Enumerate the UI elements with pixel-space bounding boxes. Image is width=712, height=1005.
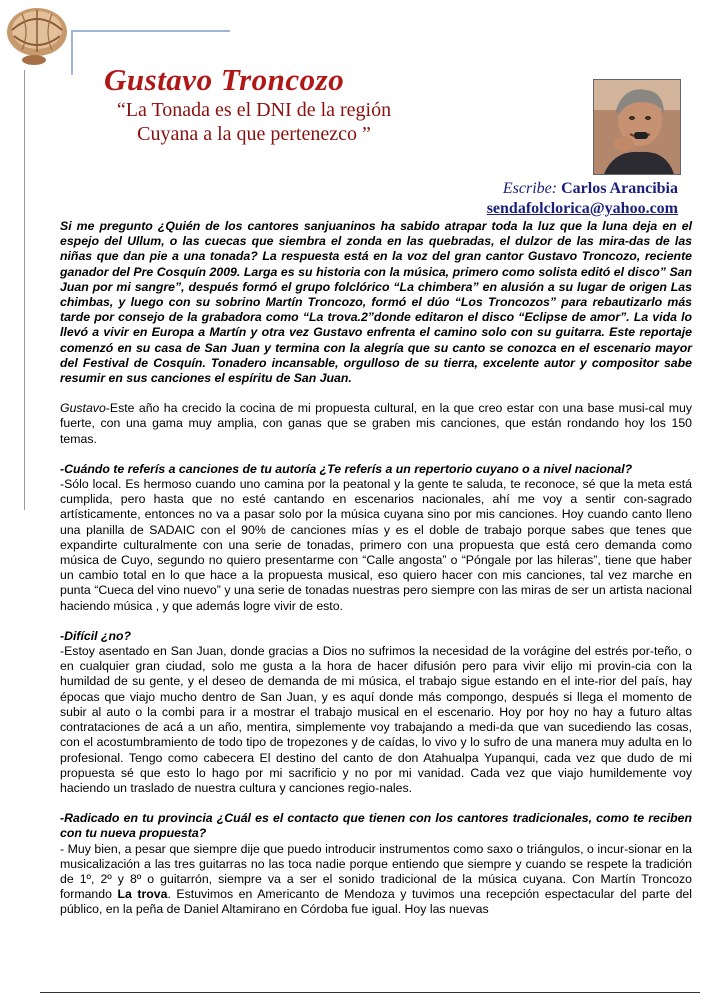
byline-label: Escribe:	[502, 180, 558, 197]
question-3: -Radicado en tu provincia ¿Cuál es el contacto que tienen con los cantores tradicionales, como te reciben con tu nueva propuesta?	[60, 811, 692, 841]
speaker-name: Gustavo	[60, 401, 106, 416]
answer-3-band-name: La trova	[117, 887, 168, 902]
article-intro: Si me pregunto ¿Quién de los cantores sanjuaninos ha sabido atrapar toda la luz que la luna deja en el espejo del Ullum, o las cuecas que siembra el zonda en las quebradas, el dulzor de las mira-das de las niñas que dan pie a una tonada? La respuesta está en la voz del gran cantor Gustavo Troncozo, reciente ganador del Pre Cosquín 2009. Larga es su historia con la música, primero como solista editó el disco” San Juan por mi sangre”, después formó el grupo folclórico “La chimbera” en alusión a su lugar de origen Las chimbas, y luego con su sobrino Martín Troncozo, formó el dúo “Los Troncozos” para rebautizarlo más tarde por consejo de la grabadora como “La trova.2”donde editaron el disco “Eclipse de amor”. La vida lo llevó a vivir en Europa a Martín y otra vez Gustavo enfrenta el camino solo con su guitarra. Este reportaje comenzó en su casa de San Juan y termina con la alegría que su canto se conozca en el escenario mayor del Festival de Cosquín. Tonadero incansable, orgulloso de su tierra, excelente autor y compositor sabe resumir en sus canciones el espíritu de San Juan.	[60, 219, 692, 386]
author-email-link[interactable]: sendafolclorica@yahoo.com	[486, 200, 678, 217]
answer-2: -Estoy asentado en San Juan, donde gracias a Dios no sufrimos la necesidad de la vorágine del estrés por-teño, o en cualquier gran ciudad, solo me gusta a la hora de hacer difusión pero para vivir elijo mi provin-cia con la humildad de su gente, y el deseo de demanda de mi música, el trabajo sigue estando en el inte-rior del país, hay épocas que viajo mucho dentro de San Juan, y es aquí donde más compongo, después si llega el momento de subir al auto o la combi para ir a mostrar el trabajo musical en el escenario. Hoy por hoy no hay a futuro altas contrataciones de acá a un año, mentira, simplemente voy trabajando a medi-da que van sucediendo las cosas, con el acostumbramiento de todo tipo de tropezones y de caídas, lo vivo y lo sufro de una manera muy adulta en lo profesional. Tengo como cabecera El destino del canto de don Atahualpa Yupanqui, cada vez que dudo de mi propuesta sé que esto lo hago por mi sacrificio y no por mi vanidad. Cada vez que viajo humildemente voy haciendo un traslado de nuestra cultura y canciones regio-nales.	[60, 644, 692, 795]
header-rule-top	[72, 30, 230, 32]
margin-rule	[24, 70, 25, 510]
article-body	[60, 219, 692, 933]
question-2: -Difícil ¿no?	[60, 628, 132, 643]
answer-3-pre: - Muy bien, a pesar que siempre dije que puedo introducir instrumentos como saxo o triángulos, o incur-sionar en la musicalización a las tres guitarras no las toca nadie porque entiendo que siempre y cuando se respete la tradición de 1º, 2º y 8º o guitarrón, siempre va a ser el sonido tradicional de la música cuyana. Con Martín Troncozo formando	[60, 841, 692, 902]
article-title: Gustavo Troncozo	[104, 62, 345, 97]
author-name: Carlos Arancibia	[561, 180, 678, 197]
first-answer-text: -Este año ha crecido la cocina de mi propuesta cultural, en la que creo estar con una base musi-cal muy fuerte, con una gama muy amplia, con ganas que se graben mis canciones, que están rondando hoy los 150 temas.	[60, 401, 692, 446]
seed-pod-logo-icon	[0, 0, 80, 70]
answer-3-post: . Estuvimos en Americanto de Mendoza y tuvimos una recepción espectacular del parte del público, en la peña de Daniel Altamirano en Córdoba fue igual. Hoy las nuevas	[60, 887, 692, 917]
singer-portrait-photo	[593, 79, 681, 175]
first-answer	[60, 401, 692, 447]
footer-rule	[40, 992, 700, 993]
question-1: -Cuándo te referís a canciones de tu autoría ¿Te referís a un repertorio cuyano o a nivel nacional?	[60, 461, 633, 476]
byline	[487, 179, 678, 219]
answer-3	[60, 842, 692, 918]
answer-1: -Sólo local. Es hermoso cuando uno camina por la peatonal y la gente te saluda, te reconoce, sé que la meta está cumplida, pero hasta que no esté cantando en escenarios nacionales, ahí me voy a sentir con-sagrado artísticamente, entonces no va a pasar solo por la música cuyana sino por mis canciones. Hoy cuando canto lleno una planilla de SADAIC con el 90% de canciones mías y es el doble de trabajo porque sabes que tenes que expandirte culturalmente con una serie de tonadas, primero con una propuesta que está cero demanda como música de Cuyo, segundo no quiero presentarme con “Calle angosta” o “Póngale por las hileras”, tiene que haber un cambio total en lo que hace a la propuesta musical, eso quiero hacer con mis canciones, tal vez marche en punta “Cueca del vino nuevo” y una serie de tonadas nuestras pero siempre con las miras de ser un artista nacional haciendo música , y que además logre vivir de esto.	[60, 477, 692, 613]
article-subtitle-quote: “La Tonada es el DNI de la región Cuyana a la que pertenezco ”	[116, 99, 392, 145]
